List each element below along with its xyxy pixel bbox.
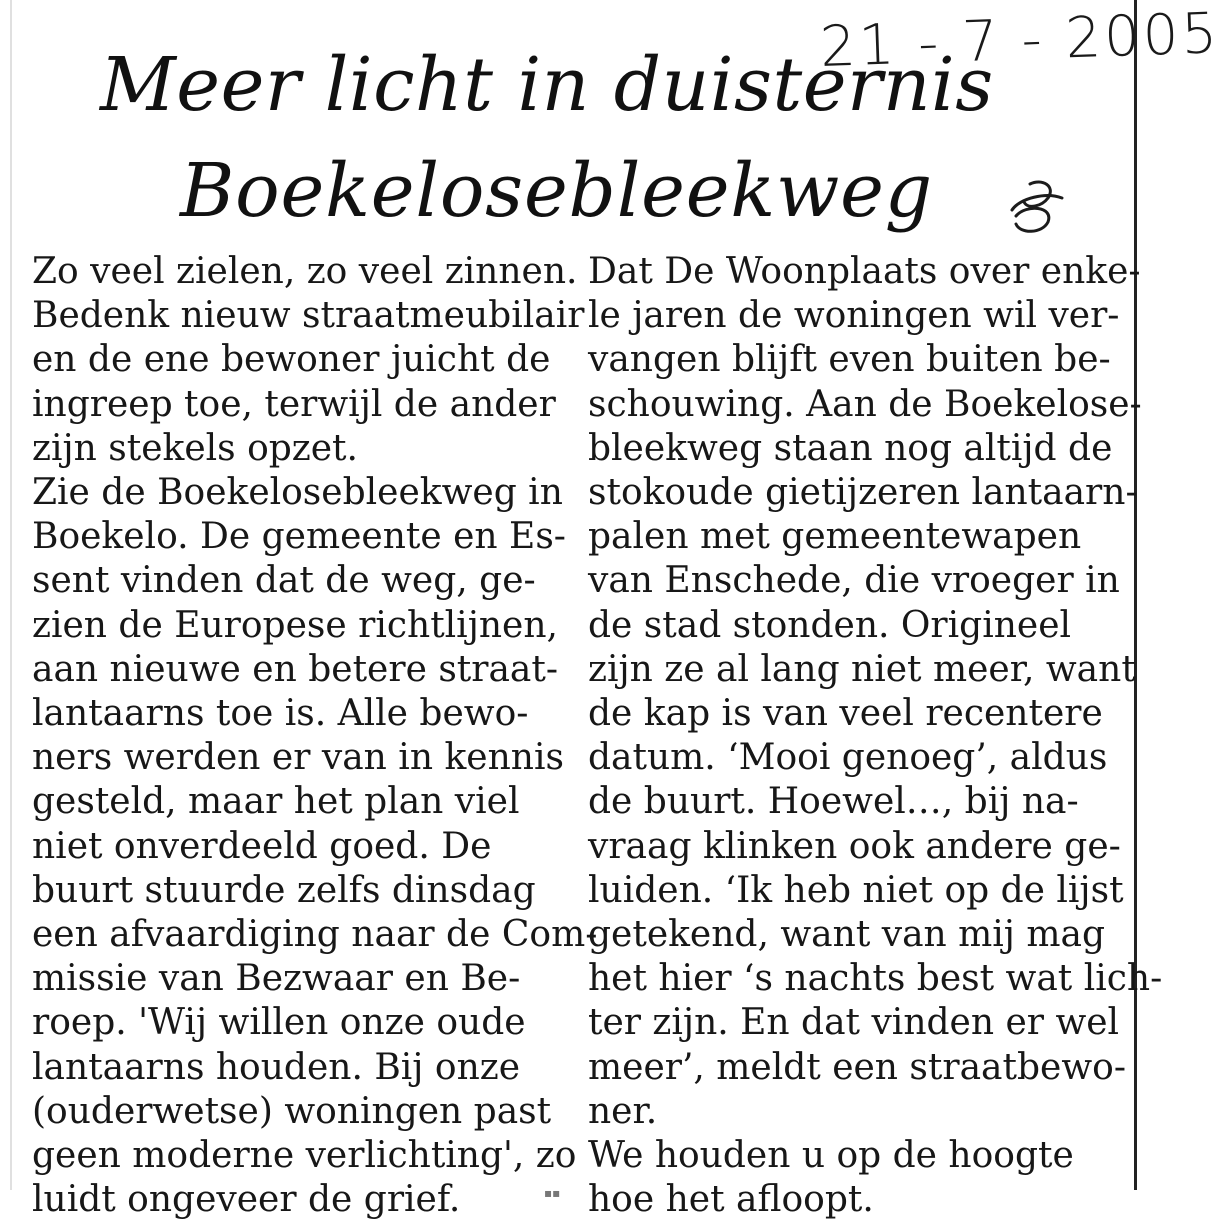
text-line: geen moderne verlichting', zo <box>32 1135 577 1177</box>
text-line: le jaren de woningen wil ver- <box>588 295 1120 337</box>
newspaper-clipping <box>10 0 1221 1221</box>
text-line: de kap is van veel recentere <box>588 693 1103 735</box>
text-line: de buurt. Hoewel…, bij na- <box>588 781 1079 823</box>
headline-line-1: Meer licht in duisternis <box>100 42 994 128</box>
text-line: ter zijn. En dat vinden er wel <box>588 1002 1120 1044</box>
text-line: een afvaardiging naar de Com- <box>32 914 598 956</box>
article-column-right <box>588 250 1163 1222</box>
text-line: van Enschede, die vroeger in <box>588 560 1120 602</box>
text-line: gesteld, maar het plan viel <box>32 781 520 823</box>
text-line: schouwing. Aan de Boekelose- <box>588 383 1142 425</box>
text-line: We houden u op de hoogte <box>588 1135 1074 1177</box>
text-line: ner. <box>588 1090 658 1132</box>
text-line: lantaarns houden. Bij onze <box>32 1046 521 1088</box>
text-line: vraag klinken ook andere ge- <box>588 825 1121 867</box>
text-line: luiden. ‘Ik heb niet op de lijst <box>588 869 1124 911</box>
text-line: roep. 'Wij willen onze oude <box>32 1002 526 1044</box>
text-line: buurt stuurde zelfs dinsdag <box>32 869 536 911</box>
text-line: bleekweg staan nog altijd de <box>588 427 1113 469</box>
staple-speck: ▪▪ <box>544 1186 561 1200</box>
text-line: ners werden er van in kennis <box>32 737 564 779</box>
text-line: luidt ongeveer de grief. <box>32 1179 461 1221</box>
text-line: Bedenk nieuw straatmeubilair <box>32 295 585 337</box>
text-line: niet onverdeeld goed. De <box>32 825 492 867</box>
text-line: datum. ‘Mooi genoeg’, aldus <box>588 737 1108 779</box>
text-line: sent vinden dat de weg, ge- <box>32 560 536 602</box>
text-line: het hier ‘s nachts best wat lich- <box>588 958 1163 1000</box>
text-line: hoe het afloopt. <box>588 1179 874 1221</box>
text-line: getekend, want van mij mag <box>588 914 1106 956</box>
text-line: zijn ze al lang niet meer, want <box>588 648 1136 690</box>
text-line: vangen blijft even buiten be- <box>588 339 1111 381</box>
text-line: zien de Europese richtlijnen, <box>32 604 558 646</box>
text-line: Zo veel zielen, zo veel zinnen. <box>32 251 578 292</box>
text-line: stokoude gietijzeren lantaarn- <box>588 472 1138 514</box>
text-line: lantaarns toe is. Alle bewo- <box>32 693 529 735</box>
text-line: Boekelo. De gemeente en Es- <box>32 516 566 558</box>
article-column-left <box>32 250 598 1222</box>
text-line: de stad stonden. Origineel <box>588 604 1072 646</box>
text-line: Dat De Woonplaats over enke- <box>588 251 1141 292</box>
text-line: missie van Bezwaar en Be- <box>32 958 521 1000</box>
text-line: palen met gemeentewapen <box>588 516 1082 558</box>
text-line: zijn stekels opzet. <box>32 427 358 469</box>
handwritten-date: 21 - 7 - 2005 <box>818 1 1221 80</box>
handwritten-mark-icon <box>1002 176 1082 240</box>
headline-line-2: Boekelosebleekweg <box>180 148 933 234</box>
text-line: en de ene bewoner juicht de <box>32 339 551 381</box>
text-line: Zie de Boekelosebleekweg in <box>32 472 563 514</box>
text-line: ingreep toe, terwijl de ander <box>32 383 556 425</box>
text-line: meer’, meldt een straatbewo- <box>588 1046 1126 1088</box>
text-line: aan nieuwe en betere straat- <box>32 648 559 690</box>
text-line: (ouderwetse) woningen past <box>32 1090 552 1132</box>
